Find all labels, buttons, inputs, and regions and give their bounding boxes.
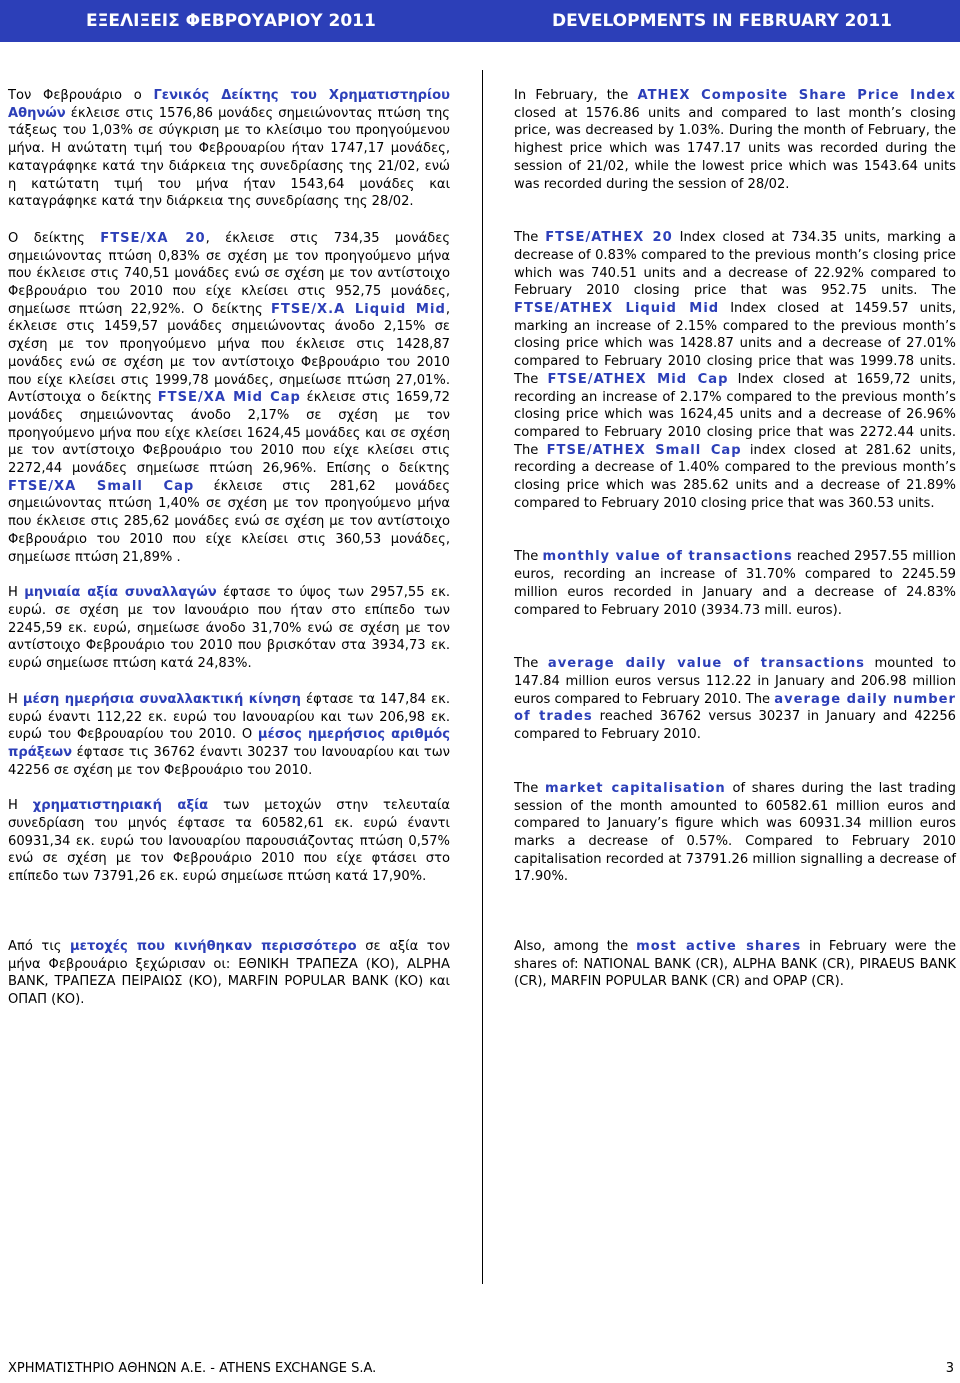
en-paragraph-general-index: In February, the ATHEX Composite Share Price Index closed at 1576.86 units and compared to last month’s closing price, was decreased by 1.03%. During the month of February, the highest price which was 1747.17 units was recorded during the session of 21/02, while the lowest price which was 1543.64 units was recorded during the session of 28/02. — [514, 88, 956, 192]
en-paragraph-ftse-indices: The FTSE/ATHEX 20 Index closed at 734.35 units, marking a decrease of 0.83% compared to the previous month’s closing price which was 740.51 units and a decrease of 22.92% compared to February 2010 closing price that was 952.75 units. The FTSE/ATHEX Liquid Mid Index closed at 1459.57 units, marking an increase of 2.15% compared to the previous month’s closing price which was 1428.87 units and a decrease of 27.01% compared to February 2010 closing price that was 1999.78 units. The FTSE/ATHEX Mid Cap Index closed at 1659,72 units, recording an increase of 2.17% compared to the previous month’s closing price which was 1624,45 units and a decrease of 26.96% compared to February 2010 closing price that was 2272.44 units. The FTSE/ATHEX Small Cap index closed at 281.62 units, recording a decrease of 1.40% compared to the previous month’s closing price which was 285.62 units and a decrease of 21.89% compared to February 2010 closing price that was 360.53 units. — [514, 230, 957, 511]
gr-paragraph-ftse-indices: Ο δείκτης FTSE/XA 20, έκλεισε στις 734,35 μονάδες σημειώνοντας πτώση 0,83% σε σχέση με τον προηγούμενο μήνα που έκλεισε στις 740,51 μονάδες ενώ σε σχέση με τον αντίστοιχο Φεβρουάριο του 2010 που είχε κλείσει στις 952,75 μονάδες, σημείωσε πτώση 22,92%. Ο δείκτης FTSE/X.A Liquid Mid, έκλεισε στις 1459,57 μονάδες σημειώνοντας άνοδο 2,15% σε σχέση με τον προηγούμενο μήνα που έκλεισε στις 1428,87 μονάδες ενώ σε σχέση με τον αντίστοιχο Φεβρουάριο του 2010 που είχε κλείσει στις 1999,78 μονάδες, σημείωσε πτώση 27,01%. Αντίστοιχα ο δείκτης FTSE/XA Mid Cap έκλεισε στις 1659,72 μονάδες σημειώνοντας άνοδο 2,17% σε σχέση με τον προηγούμενο μήνα που είχε κλείσει 1624,45 μονάδες και σε σχέση με τον αντίστοιχο Φεβρουάριο του 2010 που είχε κλείσει στις 2272,44 μονάδες σημείωσε πτώση 26,96%. Επίσης ο δείκτης FTSE/XA Small Cap έκλεισε στις 281,62 μονάδες σημειώνοντας πτώση 1,40% σε σχέση με τον προηγούμενο μήνα που έκλεισε στις 285,62 μονάδες ενώ σε σχέση με τον αντίστοιχο Φεβρουάριο του 2010 που είχε κλείσει στις 360,53 μονάδες, σημείωσε πτώση 21,89% . — [8, 230, 451, 565]
english-column — [514, 87, 956, 991]
gr-paragraph-market-cap: Η χρηματιστηριακή αξία των μετοχών στην τελευταία συνεδρίαση του μηνός έφτασε τα 60582,61 εκ. ευρώ έναντι 60931,34 εκ. ευρώ του Ιανουαρίου παρουσιάζοντας πτώση 0,57% ενώ σε σχέση με τον Φεβρουάριο 2010 που είχε φτάσει στο επίπεδο των 73791,26 εκ. ευρώ σημείωσε πτώση κατά 17,90%. — [8, 798, 450, 885]
page-header — [0, 0, 960, 42]
header-title-english: DEVELOPMENTS IN FEBRUARY 2011 — [551, 11, 892, 31]
gr-paragraph-monthly-value: Η μηνιαία αξία συναλλαγών έφτασε το ύψος των 2957,55 εκ. ευρώ. σε σχέση με τον Ιανουάριο που ήταν στο επίπεδο των 2245,59 εκ. ευρώ, σημείωσε άνοδο 31,70% ενώ σε σχέση με τον αντίστοιχο Φεβρουάριο του 2010 που βρισκόταν στα 3934,73 εκ. ευρώ σημείωσε πτώση κατά 24,83%. — [8, 585, 450, 672]
footer-company-name: ΧΡΗΜΑΤΙΣΤΗΡΙΟ ΑΘΗΝΩΝ Α.Ε. - ATHENS EXCHANGE S.A. — [8, 1361, 377, 1376]
en-paragraph-daily-activity: The average daily value of transactions mounted to 147.84 million euros versus 112.22 in January and 206.98 million euros compared to February 2010. The average daily number of trades reached 36762 versus 30237 in January and 42256 compared to February 2010. — [514, 656, 956, 743]
gr-paragraph-general-index: Τον Φεβρουάριο ο Γενικός Δείκτης του Χρηματιστηρίου Αθηνών έκλεισε στις 1576,86 μονάδες σημειώνοντας πτώση της τάξεως του 1,03% σε σύγκριση με το κλείσιμο του προηγούμενου μήνα. Η ανώτατη τιμή του Φεβρουαρίου ήταν 1747,17 μονάδες, καταγράφηκε κατά την διάρκεια της συνεδρίασης της 21/02, ενώ η κατώτατη τιμή του μήνα ήταν 1543,64 μονάδες και καταγράφηκε κατά την διάρκεια της συνεδρίασης της 28/02. — [8, 88, 450, 210]
en-paragraph-market-cap: The market capitalisation of shares during the last trading session of the month amounted to 60582.61 million euros and compared to January’s figure which was 60931.34 million euros marks a decrease of 0.57%. Compared to February 2010 capitalisation recorded at 73791.26 million signalling a decrease of 17.90%. — [514, 780, 956, 885]
page-number: 3 — [945, 1361, 954, 1376]
en-paragraph-active-shares: Also, among the most active shares in February were the shares of: NATIONAL BANK (CR), ALPHA BANK (CR), PIRAEUS BANK (CR), MARFIN POPULAR BANK (CR) and OPAP (CR). — [514, 939, 957, 990]
gr-paragraph-daily-activity: Η μέση ημερήσια συναλλακτική κίνηση έφτασε τα 147,84 εκ. ευρώ έναντι 112,22 εκ. ευρώ του Ιανουαρίου και των 206,98 εκ. ευρώ του Φεβρουαρίου του 2010. Ο μέσος ημερήσιος αριθμός πράξεων έφτασε τις 36762 έναντι 30237 του Ιανουαρίου και των 42256 σε σχέση με τον Φεβρουάριο του 2010. — [8, 691, 450, 778]
greek-column — [8, 87, 450, 1009]
en-paragraph-monthly-value: The monthly value of transactions reached 2957.55 million euros, recording an increase of 31.70% compared to 2245.59 million euros recorded in January and a decrease of 24.83% compared to February 2010 (3934.73 mill. euros). — [514, 549, 957, 618]
header-title-greek: ΕΞΕΛΙΞΕΙΣ ΦΕΒΡΟΥΑΡΙΟΥ 2011 — [86, 11, 376, 31]
column-divider — [482, 70, 483, 1284]
gr-paragraph-active-shares: Από τις μετοχές που κινήθηκαν περισσότερο σε αξία τον μήνα Φεβρουάριο ξεχώρισαν οι: ΕΘΝΙΚΗ ΤΡΑΠΕΖΑ (ΚΟ), ALPHA BANK, ΤΡΑΠΕΖΑ ΠΕΙΡΑΙΩΣ (ΚΟ), MARFIN POPULAR BANK (ΚΟ) και ΟΠΑΠ (ΚΟ). — [8, 938, 450, 1007]
